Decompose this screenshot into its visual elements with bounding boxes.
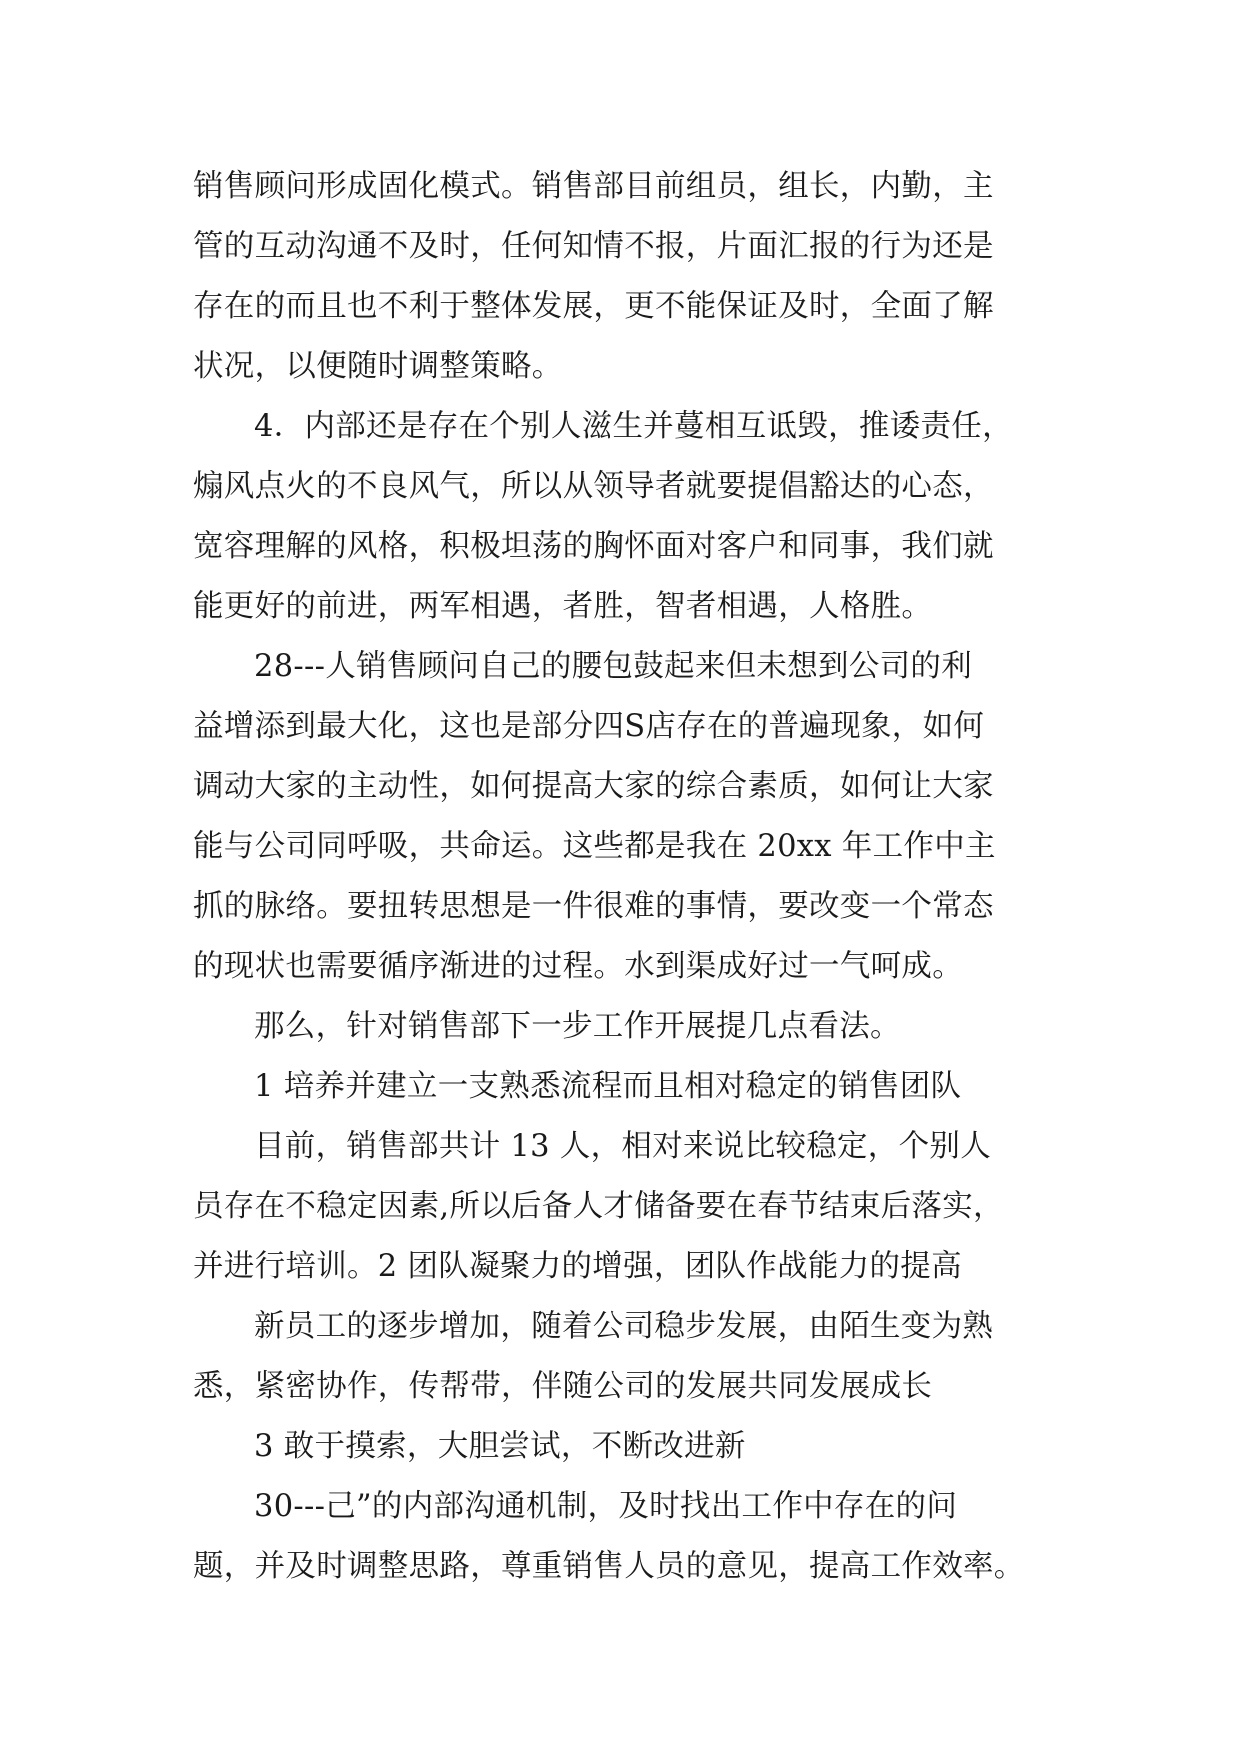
text-line: 能与公司同呼吸，共命运。这些都是我在 20xx 年工作中主 [193,829,996,864]
text-line: 销售顾问形成固化模式。销售部目前组员，组长，内勤，主 [193,169,994,204]
text-line: 悉，紧密协作，传帮带，伴随公司的发展共同发展成长 [193,1369,933,1404]
text-line: 抓的脉络。要扭转思想是一件很难的事情，要改变一个常态 [193,889,994,924]
document-body [193,157,1053,1597]
text-line: 管的互动沟通不及时，任何知情不报，片面汇报的行为还是 [193,229,994,264]
text-line: 煽风点火的不良风气，所以从领导者就要提倡豁达的心态， [193,469,994,504]
text-line: 30---己”的内部沟通机制，及时找出工作中存在的问 [254,1489,958,1524]
text-line: 新员工的逐步增加，随着公司稳步发展，由陌生变为熟 [254,1309,994,1344]
text-line: 3 敢于摸索，大胆尝试，不断改进新 [254,1429,746,1464]
text-line: 状况，以便随时调整策略。 [193,349,563,384]
text-line: 员存在不稳定因素,所以后备人才储备要在春节结束后落实， [193,1189,1004,1224]
text-line: 4．内部还是存在个别人滋生并蔓相互诋毁，推诿责任， [254,409,1013,444]
text-line: 题，并及时调整思路，尊重销售人员的意见，提高工作效率。 [193,1549,1025,1584]
text-line: 那么，针对销售部下一步工作开展提几点看法。 [254,1009,901,1044]
text-line: 的现状也需要循序渐进的过程。水到渠成好过一气呵成。 [193,949,963,984]
text-line: 存在的而且也不利于整体发展，更不能保证及时，全面了解 [193,289,994,324]
text-line: 1 培养并建立一支熟悉流程而且相对稳定的销售团队 [254,1069,962,1104]
text-line: 能更好的前进，两军相遇，者胜，智者相遇，人格胜。 [193,589,933,624]
text-line: 调动大家的主动性，如何提高大家的综合素质，如何让大家 [193,769,994,804]
text-line: 目前，销售部共计 13 人，相对来说比较稳定，个别人 [254,1129,991,1164]
text-line: 并进行培训。2 团队凝聚力的增强，团队作战能力的提高 [193,1249,962,1284]
text-line: 28---人销售顾问自己的腰包鼓起来但未想到公司的利 [254,649,973,684]
text-line: 宽容理解的风格，积极坦荡的胸怀面对客户和同事，我们就 [193,529,994,564]
text-line: 益增添到最大化，这也是部分四S店存在的普遍现象，如何 [193,709,985,744]
